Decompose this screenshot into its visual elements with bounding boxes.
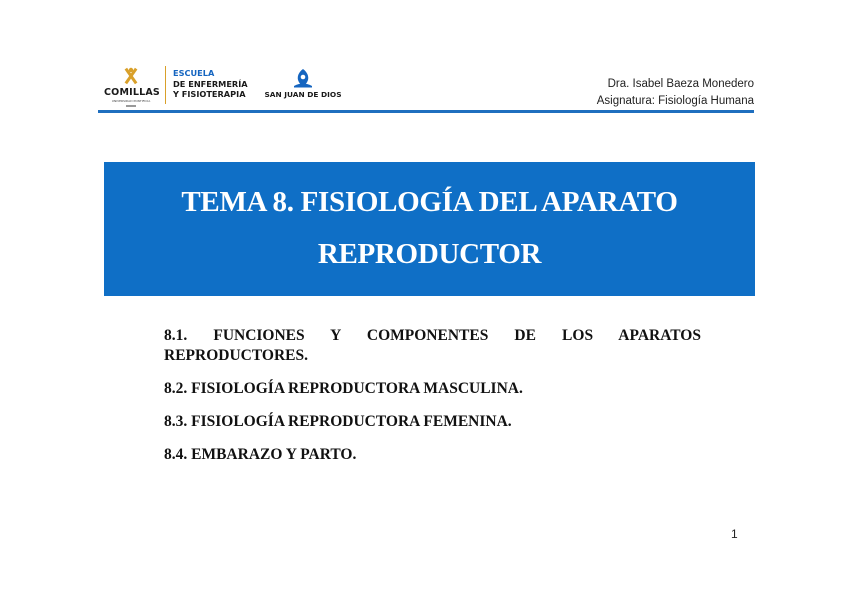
header-info [597, 76, 754, 110]
title-line-1: TEMA 8. FISIOLOGÍA DEL APARATO [181, 186, 678, 218]
escuela-line-1: ESCUELA [173, 68, 215, 78]
contents-list [164, 326, 701, 478]
page-number: 1 [731, 527, 738, 541]
escuela-line-2: DE ENFERMERÍA [173, 78, 248, 89]
title-banner [104, 162, 755, 296]
contents-item: 8.4. EMBARAZO Y PARTO. [164, 446, 357, 463]
title-line-2: REPRODUCTOR [317, 238, 542, 270]
comillas-seal-mark [126, 105, 136, 107]
escuela-line-3: Y FISIOTERAPIA [173, 89, 246, 99]
san-juan-de-dios-emblem-icon [292, 68, 314, 88]
comillas-subtitle: UNIVERSIDAD PONTIFICIA [111, 99, 151, 103]
comillas-name: COMILLAS [104, 87, 160, 98]
san-juan-de-dios-logo [261, 68, 345, 102]
subject-name: Asignatura: Fisiología Humana [596, 95, 754, 107]
comillas-cross-icon [121, 66, 141, 86]
contents-item: 8.1. FUNCIONES Y COMPONENTES DE LOS APARATOS REPRODUCTORES. [164, 327, 701, 364]
contents-item: 8.2. FISIOLOGÍA REPRODUCTORA MASCULINA. [164, 380, 523, 397]
slide-title [104, 176, 755, 280]
header-rule [98, 110, 754, 113]
logo-divider [165, 66, 166, 104]
author-name: Dra. Isabel Baeza Monedero [607, 78, 754, 90]
sjd-name: SAN JUAN DE DIOS [264, 90, 342, 99]
escuela-logo [173, 68, 248, 100]
contents-item: 8.3. FISIOLOGÍA REPRODUCTORA FEMENINA. [164, 413, 512, 430]
comillas-logo [104, 66, 158, 110]
